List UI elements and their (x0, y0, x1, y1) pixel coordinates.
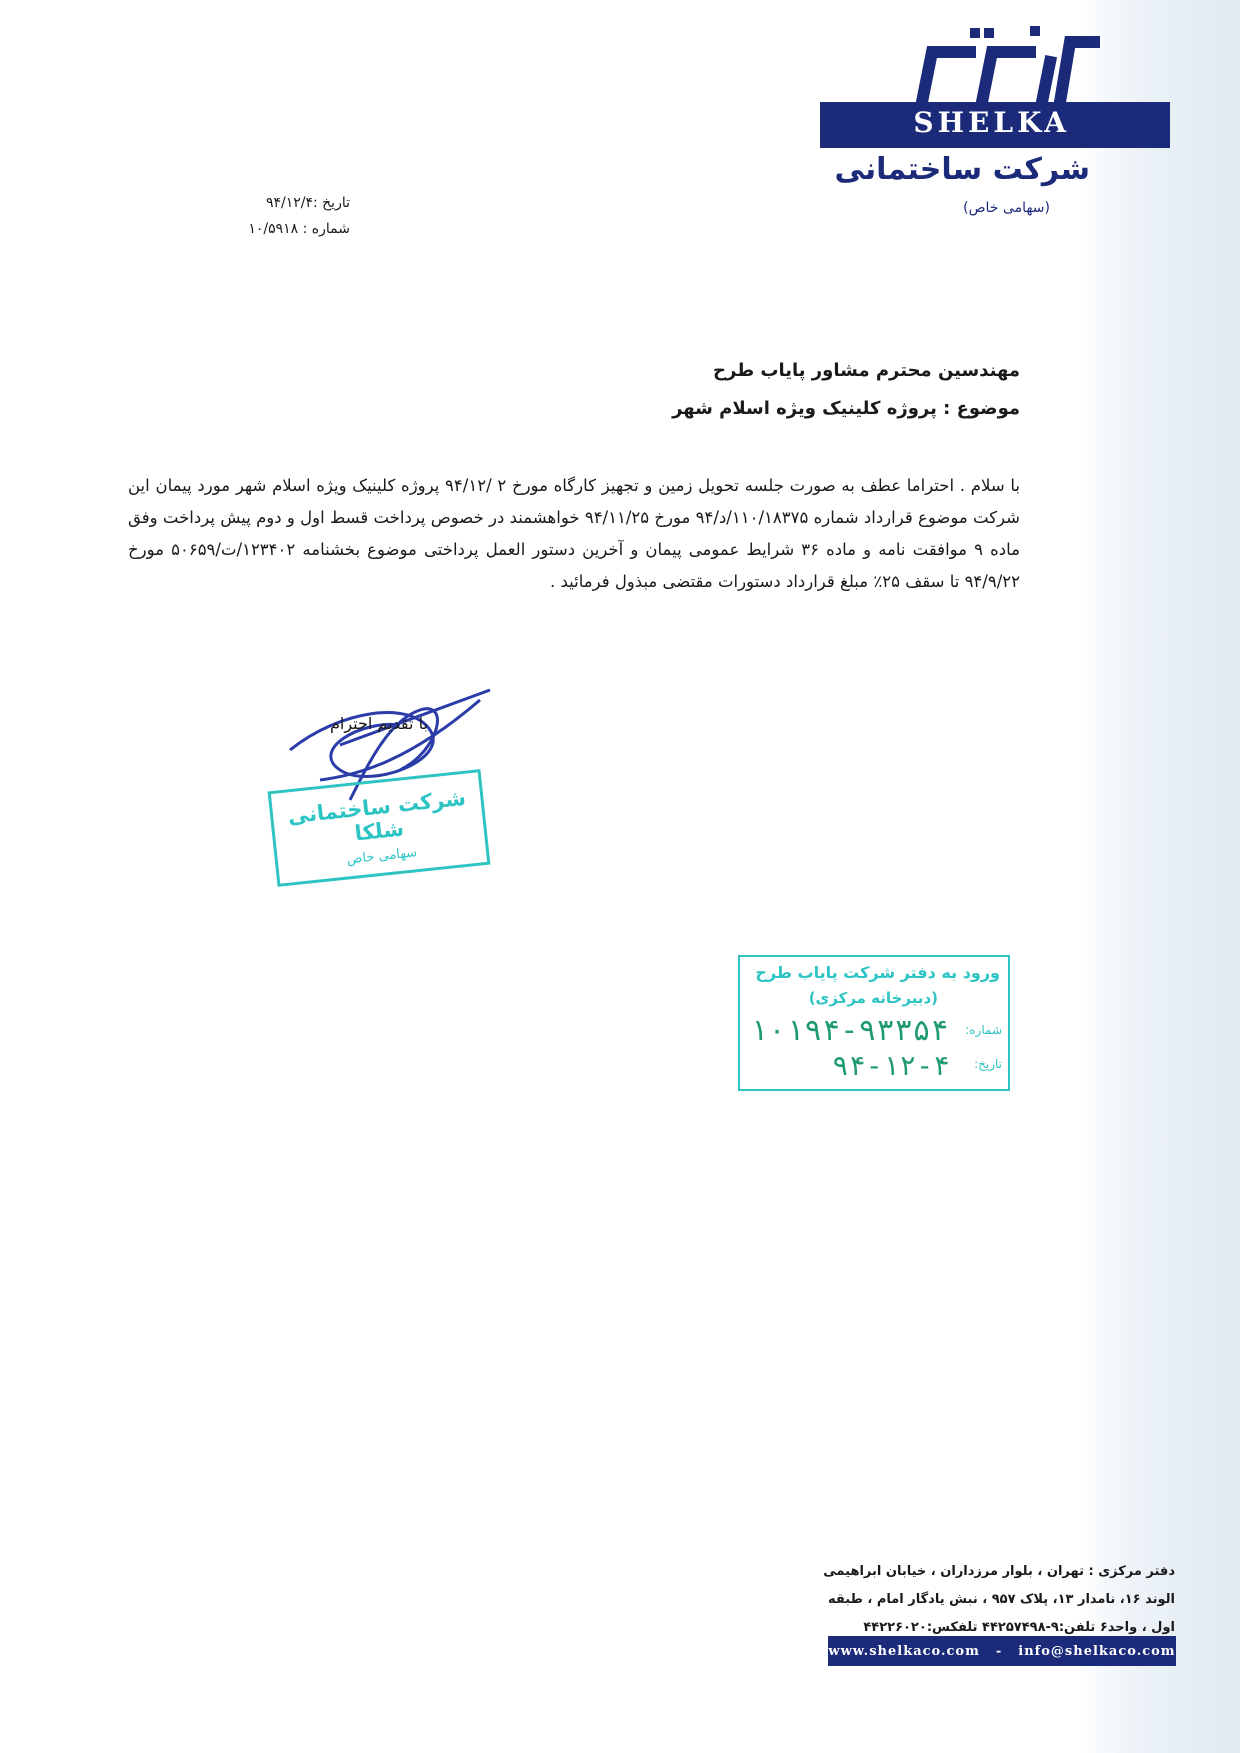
receipt-date: ۹۴-۱۲-۴ (832, 1049, 951, 1082)
company-name: شرکت ساختمانی (834, 152, 1090, 187)
footer-contact-bar (828, 1636, 1176, 1666)
receipt-stamp-title: ورود به دفتر شرکت پایاب طرح (755, 963, 1000, 982)
company-type: (سهامی خاص) (963, 200, 1050, 216)
receipt-stamp-subtitle: (دبیرخانه مرکزی) (808, 989, 938, 1007)
shelka-logo-mark (910, 22, 1100, 112)
footer-address-line: الوند ۱۶، نامدار ۱۳، پلاک ۹۵۷ ، نبش یادگار امام ، طبقه (828, 1592, 1175, 1607)
decorative-side-band (1078, 0, 1240, 1753)
company-logo (820, 22, 1170, 222)
letter-body: با سلام . احتراما عطف به صورت جلسه تحویل زمین و تجهیز کارگاه مورخ ۲ /۹۴/۱۲ پروژه کلینیک ویژه اسلام شهر مورد پیمان این شرکت موضوع قرارداد شماره ۱۱۰/۱۸۳۷۵/د/۹۴ مورخ ۹۴/۱۱/۲۵ خواهشمند در خصوص پرداخت قسط اول و دوم پیش پرداخت وفق ماده ۹ موافقت نامه و ماده ۳۶ شرایط عمومی پیمان و آخرین دستور العمل پرداختی موضوع بخشنامه ۱۲۳۴۰۲/ت/۵۰۶۵۹ مورخ ۹۴/۹/۲۲ تا سقف ۲۵٪ مبلغ قرارداد دستورات مقتضی مبذول فرمائید . (128, 476, 1020, 591)
letter-subject: موضوع : پروژه کلینیک ویژه اسلام شهر (672, 398, 1020, 419)
letter-closing: با تقدیم احترام (330, 714, 428, 733)
receipt-date-label: تاریخ: (974, 1057, 1002, 1071)
letter-meta (190, 190, 350, 242)
footer-address (795, 1558, 1175, 1642)
company-stamp-type: سهامی خاص (346, 845, 418, 868)
company-stamp-name: شرکت ساختمانی شلکا (286, 785, 467, 846)
letter-recipient: مهندسین محترم مشاور پایاب طرح (713, 360, 1020, 381)
letter-date: تاریخ :۹۴/۱۲/۴ (265, 195, 350, 211)
footer-address-line: دفتر مرکزی : تهران ، بلوار مرزداران ، خیابان ابراهیمی (823, 1564, 1175, 1579)
logo-text: SHELKA (913, 106, 1070, 139)
footer-separator: - (995, 1643, 1003, 1659)
receipt-number: ۱۰۱۹۴-۹۳۳۵۴ (750, 1013, 949, 1048)
receipt-number-label: شماره: (965, 1023, 1002, 1037)
letter-number: شماره : ۱۰/۵۹۱۸ (248, 221, 350, 237)
footer-email: info@shelkaco.com (1018, 1643, 1176, 1659)
footer-website: www.shelkaco.com (828, 1643, 980, 1659)
footer-address-line: اول ، واحد۶ تلفن:۹-۴۴۲۵۷۴۹۸ تلفکس:۴۴۲۲۶۰۲۰ (863, 1620, 1175, 1635)
receipt-stamp (738, 955, 1010, 1091)
